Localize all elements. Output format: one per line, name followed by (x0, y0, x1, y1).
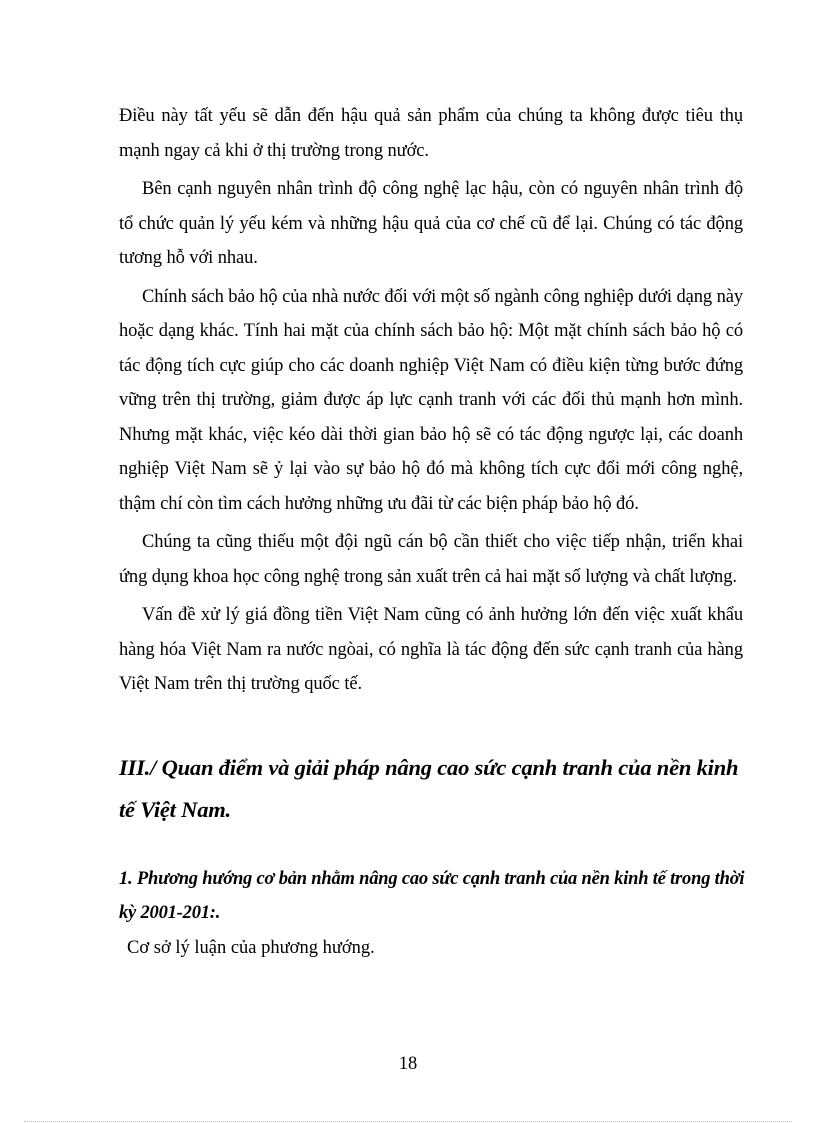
paragraph-protection-policy: Chính sách bảo hộ của nhà nước đối với một số ngành công nghiệp dưới dạng này hoặc dạng khác. Tính hai mặt của chính sách bảo hộ: Một mặt chính sách bảo hộ có tác động tích cực giúp cho các doanh nghiệp Việt Nam có điều kiện từng bước đứng vững trên thị trường, giảm được áp lực cạnh tranh với các đối thủ mạnh hơn mình. Nhưng mặt khác, việc kéo dài thời gian bảo hộ sẽ có tác động ngược lại, các doanh nghiệp Việt Nam sẽ ỷ lại vào sự bảo hộ đó mà không tích cực đổi mới công nghệ, thậm chí còn tìm cách hưởng những ưu đãi từ các biện pháp bảo hộ đó. (119, 286, 743, 514)
page-bottom-rule (24, 1121, 792, 1122)
subsection-heading: 1. Phương hướng cơ bản nhằm nâng cao sức cạnh tranh của nền kinh tế trong thời kỳ 2001-201:. (119, 869, 745, 923)
body-text (119, 99, 743, 706)
section-heading: III./ Quan điểm và giải pháp nâng cao sức cạnh tranh của nền kinh tế Việt Nam. (119, 755, 739, 822)
paragraph-staff-shortage: Chúng ta cũng thiếu một đội ngũ cán bộ cần thiết cho việc tiếp nhận, triển khai ứng dụng khoa học công nghệ trong sản xuất trên cả hai mặt số lượng và chất lượng. (119, 532, 743, 587)
paragraph-currency: Vấn đề xử lý giá đồng tiền Việt Nam cũng có ảnh hưởng lớn đến việc xuất khẩu hàng hóa Việt Nam ra nước ngòai, có nghĩa là tác động đến sức cạnh tranh của hàng Việt Nam trên thị trường quốc tế. (119, 605, 743, 694)
paragraph-technology-management: Bên cạnh nguyên nhân trình độ công nghệ lạc hậu, còn có nguyên nhân trình độ tổ chức quản lý yếu kém và những hậu quả của cơ chế cũ để lại. Chúng có tác động tương hỗ với nhau. (119, 179, 743, 268)
page-number: 18 (398, 1054, 418, 1074)
paragraph-consequence: Điều này tất yếu sẽ dẫn đến hậu quả sản phẩm của chúng ta không được tiêu thụ mạnh ngay cả khi ở thị trường trong nước. (119, 106, 743, 161)
subsection-line: Cơ sở lý luận của phương hướng. (127, 938, 375, 958)
